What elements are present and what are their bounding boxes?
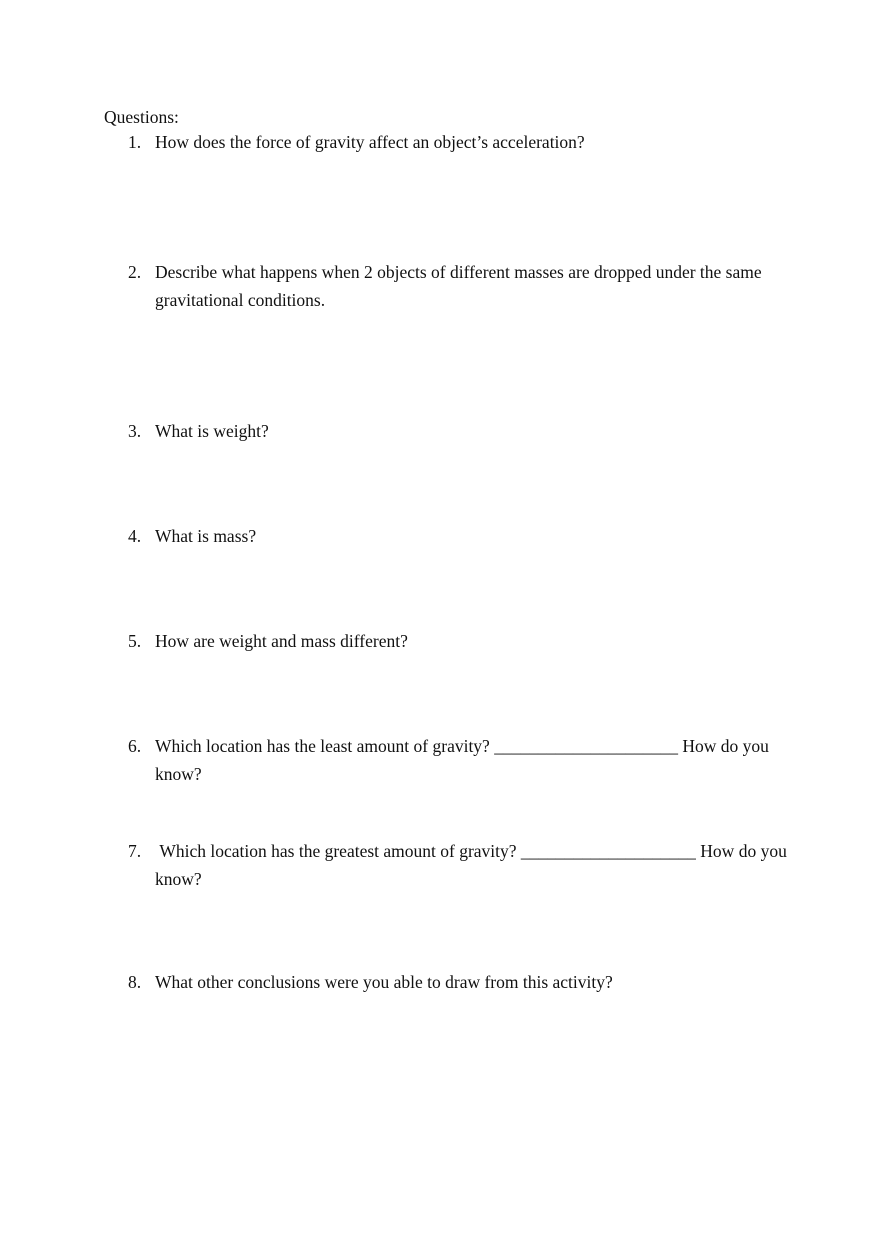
question-text: Which location has the least amount of gravity? _____________________ How do you know? [155, 736, 774, 784]
question-4 [128, 522, 788, 550]
question-text: What other conclusions were you able to draw from this activity? [155, 972, 613, 992]
question-number: 2. [128, 262, 142, 282]
question-5 [128, 627, 788, 655]
question-8 [128, 968, 788, 996]
question-3 [128, 417, 788, 445]
question-number: 5. [128, 631, 142, 651]
question-number: 8. [128, 972, 142, 992]
question-6 [128, 732, 788, 788]
question-text: What is mass? [155, 526, 257, 546]
question-text: Describe what happens when 2 objects of different masses are dropped under the same gravitational conditions. [155, 262, 766, 310]
question-number: 1. [128, 132, 142, 152]
question-1 [128, 128, 788, 156]
question-number: 3. [128, 421, 142, 441]
question-number: 7. [128, 841, 142, 861]
questions-heading: Questions: [104, 107, 179, 127]
question-2 [128, 258, 788, 314]
question-text: How are weight and mass different? [155, 631, 408, 651]
question-number: 4. [128, 526, 142, 546]
question-7 [128, 837, 792, 893]
question-text: Which location has the greatest amount of gravity? ____________________ How do you know? [155, 841, 792, 889]
question-text: What is weight? [155, 421, 269, 441]
question-text: How does the force of gravity affect an object’s acceleration? [155, 132, 585, 152]
question-number: 6. [128, 736, 142, 756]
